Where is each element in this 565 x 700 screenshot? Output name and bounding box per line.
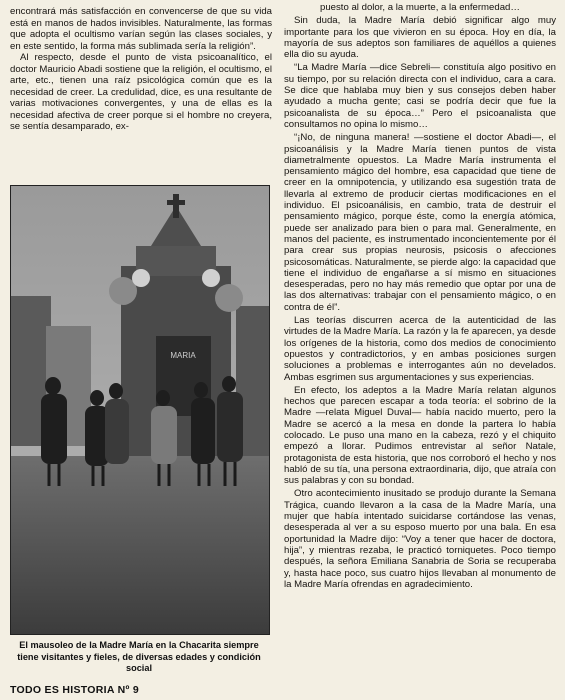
mausoleum-photo (10, 185, 270, 635)
left-text-column (10, 6, 272, 133)
right-paragraph-3: “La Madre María —dice Sebreli— constituía algo positivo en su tiempo, por su relación directa con el individuo, cara a cara. Se dice que hablaba muy bien y sus consejos deben haber ayudado a mucha gente; casi se podría decir que fue la psicoanalista de su época…” Pero el psicoanalista que consultamos no opina lo mismo… (284, 62, 556, 130)
right-text-column (284, 2, 556, 592)
plaque-text: MARIA (170, 351, 196, 360)
left-paragraph-1: encontrará más satisfacción en convencerse de que su vida está en manos de hados invisibles. Naturalmente, las formas que adopta el ocultismo varían según las clases sociales, y en este sentido, la forma más sublimada sería la religión”. (10, 6, 272, 52)
right-paragraph-2: Sin duda, la Madre María debió significar algo muy importante para los que vivieron en su época. Hoy en día, la mayoría de sus adeptos son familiares de aquéllos a quienes ella dio su ayuda. (284, 15, 556, 61)
right-paragraph-1: puesto al dolor, a la muerte, a la enfermedad… (320, 2, 520, 13)
right-paragraph-5: Las teorías discurren acerca de la autenticidad de las virtudes de la Madre María. La razón y la fe aparecen, ya desde los orígenes de la historia, como dos medios de conocimiento opuestos y contradictorios, y en ambas posiciones surgen soluciones a problemas e interrogantes aún no develados. Ambas esgrimen sus argumentaciones y sus experiencias. (284, 315, 556, 383)
right-paragraph-4: “¡No, de ninguna manera! —sostiene el doctor Abadi—, el psicoanálisis y la Madre María tienen puntos de vista diametralmente opuestos. La Madre María instrumenta el pensamiento mágico del hombre, esa capacidad que tiene de creer en la omnipotencia, y utilizando esa sugestión trata de llevarla al extremo de producir ciertas modificaciones en el individuo. El psicoanálisis, en cambio, trata de destruir el pensamiento mágico, porque éste, como la energía atómica, puede ser analizado para bien o para mal. Generalmente, en manos del paciente, es instrumentado inconcientemente por él para crear sus propias neurosis, psicosis o afecciones psicosomáticas. Naturalmente, se pierde algo: la capacidad que tiene el individuo de engañarse a sí mismo en situaciones desesperadas, pero no hay más remedio que optar por una de las dos alternativas: trabajar con el pensamiento mágico, o en contra de él”. (284, 132, 556, 313)
page-footer: TODO ES HISTORIA Nº 9 (10, 684, 139, 696)
mausoleum-illustration (11, 186, 269, 634)
left-paragraph-2: Al respecto, desde el punto de vista psicoanalítico, el doctor Mauricio Abadi sostiene que la religión, el ocultismo, el arte, etc., tienen una raíz psicológica común que es la necesidad de creer. La credulidad, dice, es una resultante de varias motivaciones convergentes, y una de ellas es la necesidad afectiva de creer porque si el hombre no creyera, se sentía desamparado, ex- (10, 52, 272, 132)
right-paragraph-7: Otro acontecimiento inusitado se produjo durante la Semana Trágica, cuando llevaron a la casa de la Madre María, una mujer que había intentado suicidarse cortándose las venas, desesperada al ver a su esposo muerto por una bala. En esa oportunidad la Madre dijo: “Voy a tener que hacer de doctora, hija”, y mientras rezaba, le practicó torniquetes. Poco tiempo después, la señora Emiliana Sanabria de Soria se recuperaba y, hasta hace poco, sus cuatro hijos llevaban al monumento de la Madre María ofrendas en agradecimiento. (284, 488, 556, 590)
photo-caption: El mausoleo de la Madre María en la Chacarita siempre tiene visitantes y fieles, de diversas edades y condición social (17, 640, 261, 673)
right-paragraph-6: En efecto, los adeptos a la Madre María relatan algunos hechos que parecen escapar a toda teoría: el sobrino de la Madre —relata Miguel Duval— había nacido muerto, pero la Madre se acercó a la mesa en donde la partera lo había colocado. Le puso una mano en la cabeza, rezó y el chiquito empezó a llorar. Pudimos entrevistar al señor Natale, protagonista de esta historia, que nos corroboró el hecho y nos habló de su tía, una persona extraordinaria, dijo, que atraía con sus palabras y con su bondad. (284, 384, 556, 487)
